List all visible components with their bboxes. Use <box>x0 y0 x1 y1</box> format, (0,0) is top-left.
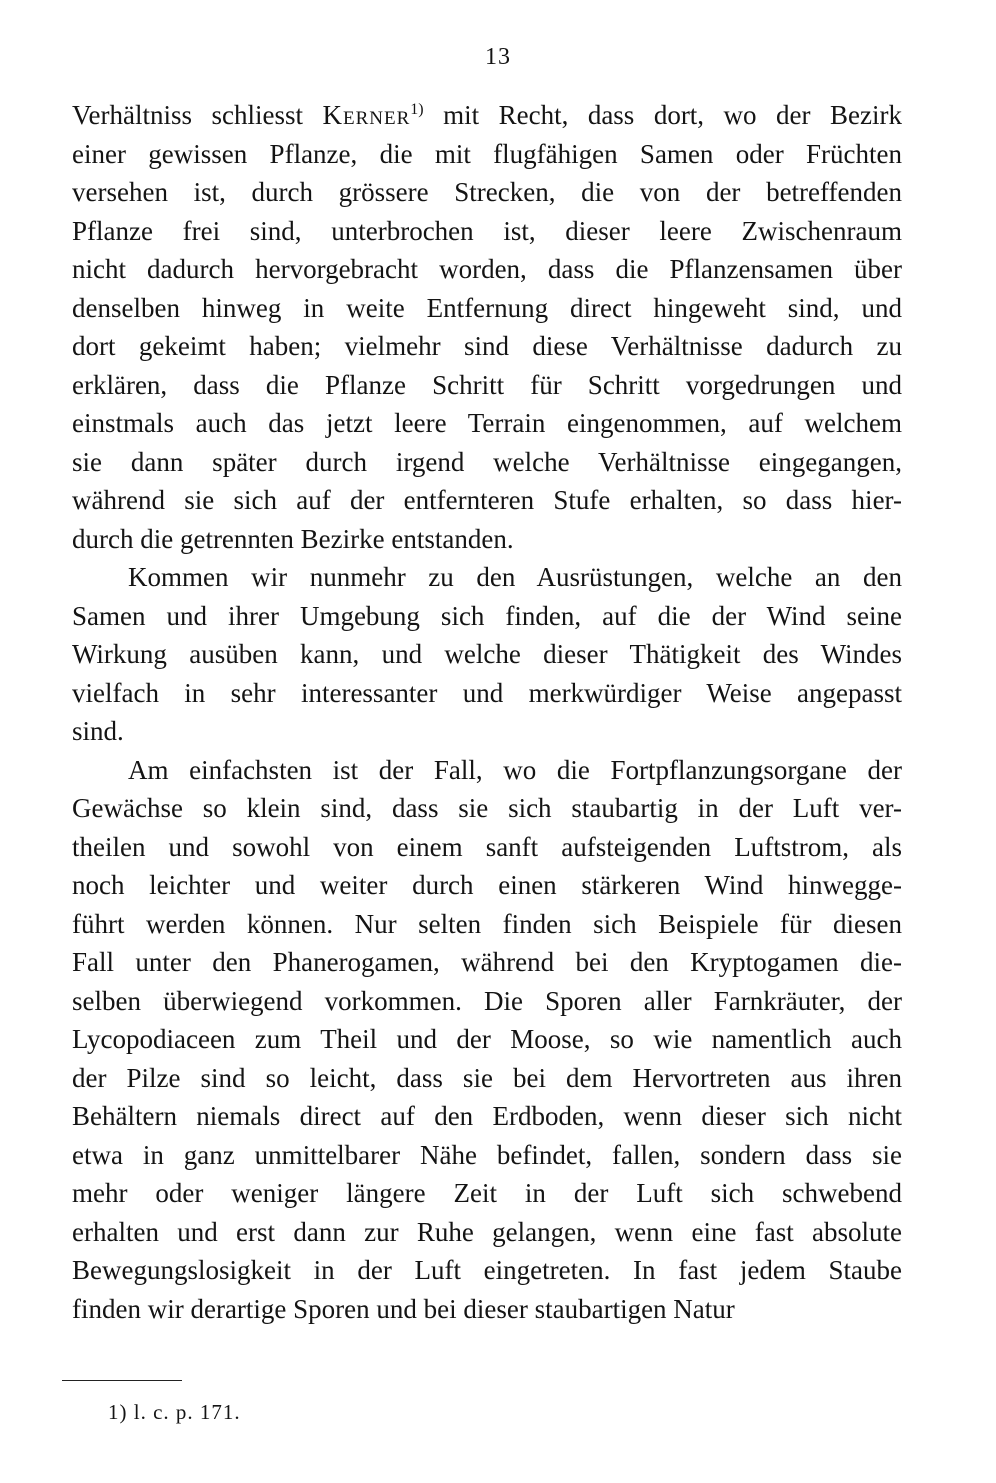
footnote-reference: 1) <box>410 101 424 118</box>
text-line <box>72 96 902 135</box>
text-line: Fall unter den Phanerogamen, während bei den Kryptogamen die- <box>72 947 902 977</box>
text-line: theilen und sowohl von einem sanft aufsteigenden Luftstrom, als <box>72 831 902 862</box>
text-line: führt werden können. Nur selten finden sich Beispiele für diesen <box>72 908 902 939</box>
paragraph <box>72 96 902 558</box>
line-text-before: Verhältniss schliesst <box>72 100 323 130</box>
text-line: Am einfachsten ist der Fall, wo die Fortpflanzungsorgane der <box>128 754 902 785</box>
text-line: vielfach in sehr interessanter und merkwürdiger Weise angepasst <box>72 677 902 708</box>
text-line: sind. <box>72 716 124 746</box>
text-line: mehr oder weniger längere Zeit in der Luft sich schwebend <box>72 1178 902 1208</box>
text-line: Behältern niemals direct auf den Erdboden, wenn dieser sich nicht <box>72 1101 902 1131</box>
text-line: denselben hinweg in weite Entfernung direct hingeweht sind, und <box>72 292 902 323</box>
text-line: nicht dadurch hervorgebracht worden, dass die Pflanzensamen über <box>72 254 902 284</box>
body-text <box>72 96 902 1328</box>
text-line: selben überwiegend vorkommen. Die Sporen aller Farnkräuter, der <box>72 985 902 1016</box>
page-number: 13 <box>485 44 511 70</box>
text-line: Pflanze frei sind, unterbrochen ist, dieser leere Zwischenraum <box>72 215 902 246</box>
text-line: dort gekeimt haben; vielmehr sind diese Verhältnisse dadurch zu <box>72 331 902 361</box>
text-line: Wirkung ausüben kann, und welche dieser Thätigkeit des Windes <box>72 639 902 669</box>
text-line: Gewächse so klein sind, dass sie sich staubartig in der Luft ver- <box>72 793 902 823</box>
text-line: sie dann später durch irgend welche Verhältnisse eingegangen, <box>72 446 902 477</box>
text-line: erhalten und erst dann zur Ruhe gelangen, wenn eine fast absolute <box>72 1216 902 1247</box>
paragraph <box>72 751 902 1329</box>
author-name: Kerner <box>322 100 411 130</box>
text-line: Kommen wir nunmehr zu den Ausrüstungen, welche an den <box>128 562 902 592</box>
text-line: Bewegungslosigkeit in der Luft eingetreten. In fast jedem Staube <box>72 1255 902 1285</box>
footnote: 1) l. c. p. 171. <box>108 1400 241 1424</box>
text-line: der Pilze sind so leicht, dass sie bei dem Hervortreten aus ihren <box>72 1062 902 1093</box>
text-line: durch die getrennten Bezirke entstanden. <box>72 523 514 554</box>
text-line: einstmals auch das jetzt leere Terrain eingenommen, auf welchem <box>72 408 902 438</box>
text-line: erklären, dass die Pflanze Schritt für Schritt vorgedrungen und <box>72 369 902 400</box>
text-line: versehen ist, durch grössere Strecken, die von der betreffenden <box>72 177 902 207</box>
footnote-divider <box>62 1380 182 1381</box>
text-line: Samen und ihrer Umgebung sich finden, auf die der Wind seine <box>72 600 902 631</box>
paragraph <box>72 558 902 751</box>
text-line: etwa in ganz unmittelbarer Nähe befindet, fallen, sondern dass sie <box>72 1139 902 1170</box>
text-line: während sie sich auf der entfernteren Stufe erhalten, so dass hier- <box>72 485 902 515</box>
text-line: Lycopodiaceen zum Theil und der Moose, so wie namentlich auch <box>72 1024 902 1054</box>
text-line: einer gewissen Pflanze, die mit flugfähigen Samen oder Früchten <box>72 138 902 169</box>
line-text-after: mit Recht, dass dort, wo der Bezirk <box>423 100 902 130</box>
text-line: noch leichter und weiter durch einen stärkeren Wind hinwegge- <box>72 870 902 900</box>
text-line: finden wir derartige Sporen und bei dieser staubartigen Natur <box>72 1293 735 1324</box>
